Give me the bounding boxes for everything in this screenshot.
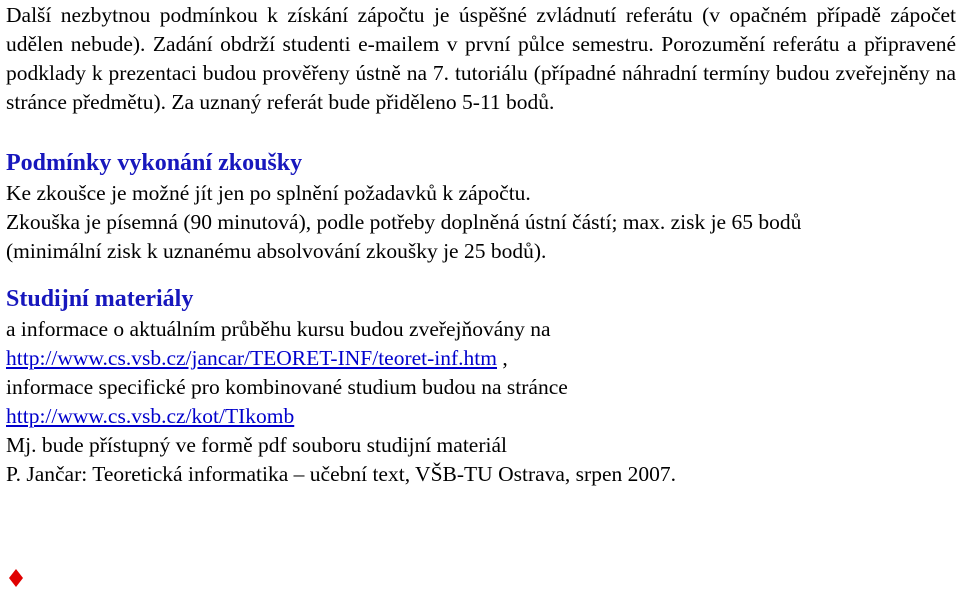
exam-conditions-heading: Podmínky vykonání zkoušky [6,150,303,176]
link-suffix: , [497,346,508,370]
materials-line-3: informace specifické pro kombinované studium budou na stránce [6,375,568,399]
intro-paragraph: Další nezbytnou podmínkou k získání zápočtu je úspěšné zvládnutí referátu (v opačném případě zápočet udělen nebude). Zadání obdrží studenti e-mailem v první půlce semestru. Porozumění referátu a připravené podklady k prezentaci budou prověřeny ústně na 7. tutoriálu (případné náhradní termíny budou zveřejněny na stránce předmětu). Za uznaný referát bude přiděleno 5-11 bodů. [6,3,956,114]
document-page [6,0,956,489]
materials-link-line [6,344,956,373]
materials-link2-line [6,402,956,431]
exam-line-1: Ke zkoušce je možné jít jen po splnění požadavků k zápočtu. [6,181,531,205]
materials-line-6: P. Jančar: Teoretická informatika – učební text, VŠB-TU Ostrava, srpen 2007. [6,462,677,486]
study-materials-section [6,315,956,489]
materials-line-1: a informace o aktuálním průběhu kursu budou zveřejňovány na [6,317,551,341]
exam-conditions-section [6,179,956,266]
materials-line-5: Mj. bude přístupný ve formě pdf souboru studijní materiál [6,433,507,457]
exam-line-2: Zkouška je písemná (90 minutová), podle potřeby doplněná ústní částí; max. zisk je 65 bodů [6,210,802,234]
exam-line-3: (minimální zisk k uznanému absolvování zkoušky je 25 bodů). [6,239,547,263]
combined-study-link[interactable]: http://www.cs.vsb.cz/kot/TIkomb [6,404,295,428]
study-materials-heading: Studijní materiály [6,286,194,312]
diamond-bullet-icon [9,569,23,587]
course-page-link[interactable]: http://www.cs.vsb.cz/jancar/TEORET-INF/teoret-inf.htm [6,346,498,370]
